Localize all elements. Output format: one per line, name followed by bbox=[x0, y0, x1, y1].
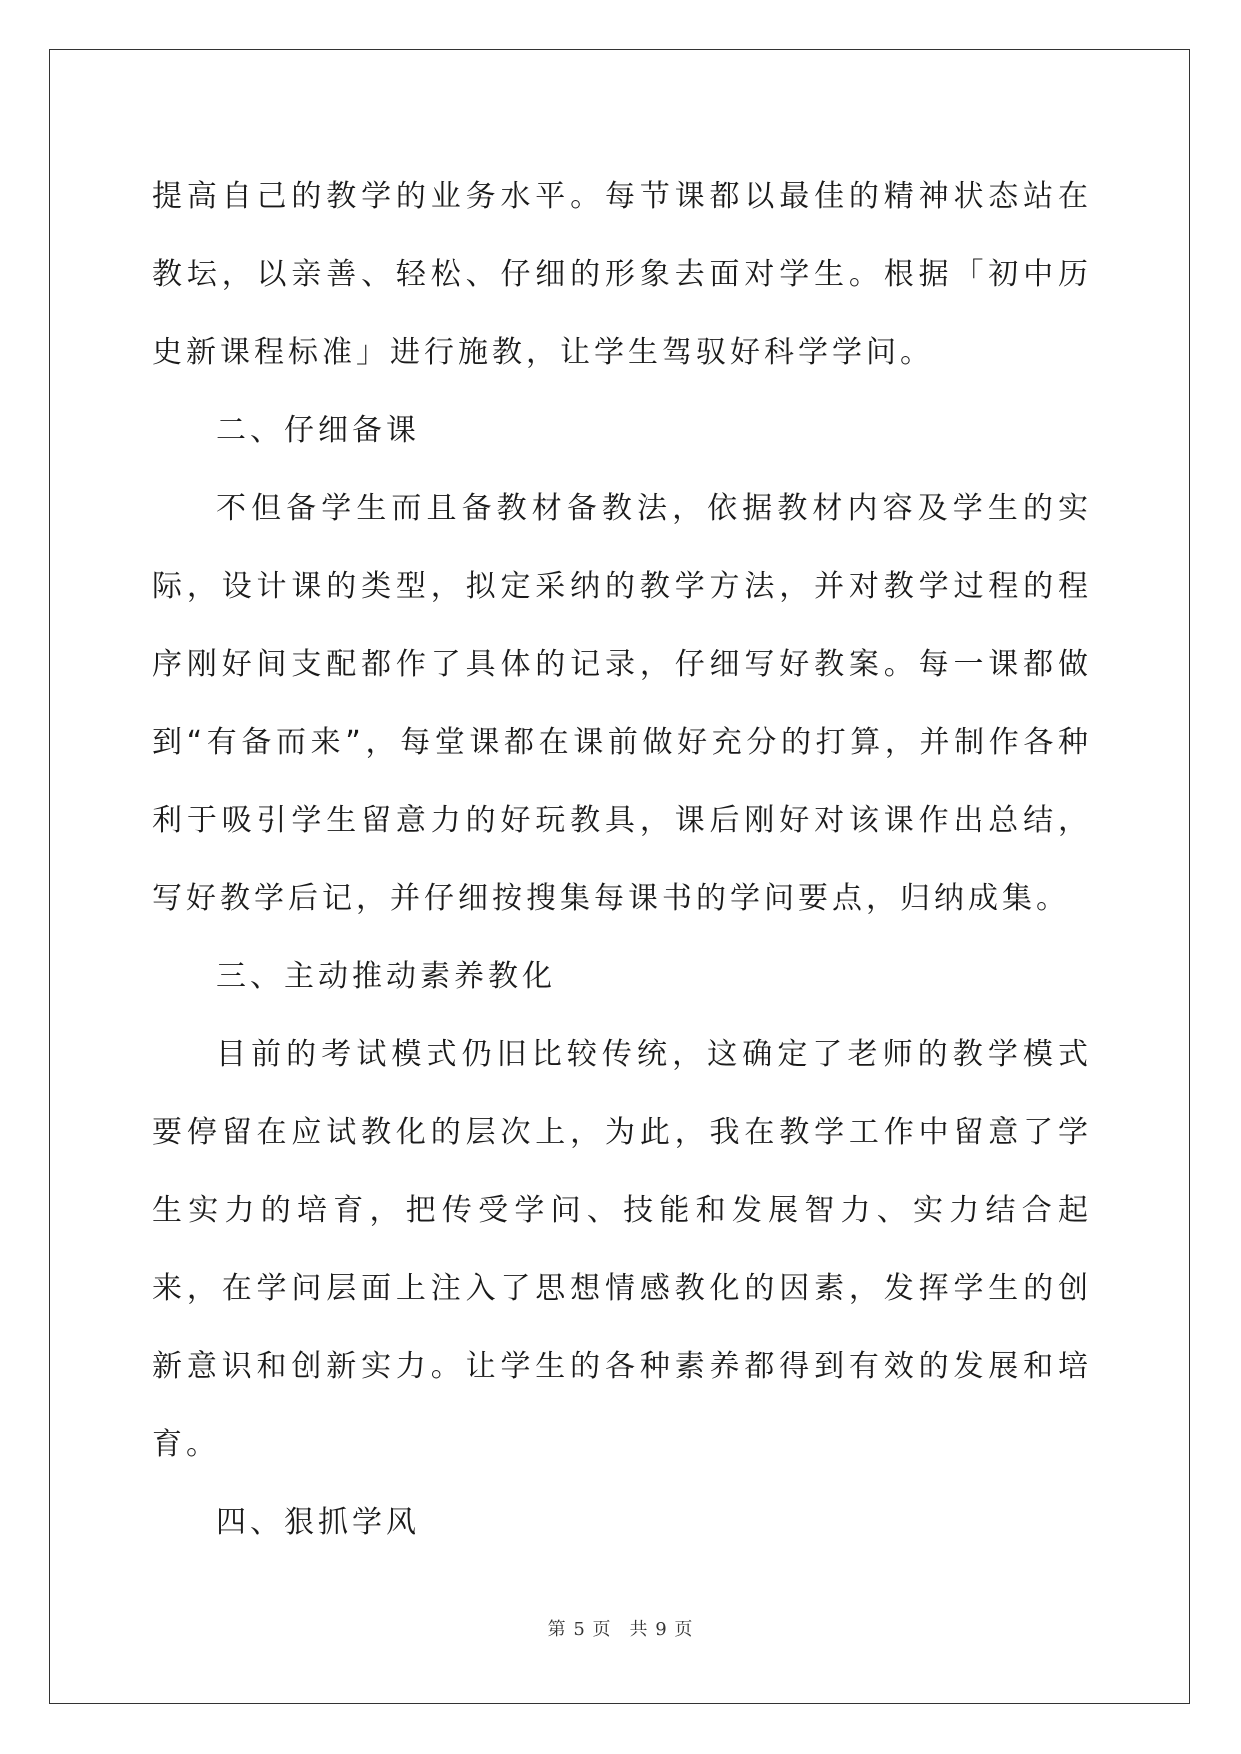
page-footer bbox=[0, 1615, 1241, 1641]
paragraph-1: 提高自己的教学的业务水平。每节课都以最佳的精神状态站在教坛，以亲善、轻松、仔细的形象去面对学生。根据「初中历史新课程标准」进行施教，让学生驾驭好科学学问。 bbox=[152, 179, 1092, 370]
section-heading-2: 二、仔细备课 bbox=[216, 413, 420, 448]
paragraph-3: 目前的考试模式仍旧比较传统，这确定了老师的教学模式要停留在应试教化的层次上，为此，我在教学工作中留意了学生实力的培育，把传受学问、技能和发展智力、实力结合起来，在学问层面上注入了思想情感教化的因素，发挥学生的创新意识和创新实力。让学生的各种素养都得到有效的发展和培育。 bbox=[152, 1037, 1092, 1462]
document-body bbox=[152, 158, 1092, 1562]
page-total: 共 9 页 bbox=[629, 1619, 694, 1640]
section-heading-3: 三、主动推动素养教化 bbox=[216, 959, 556, 994]
page-number: 第 5 页 bbox=[547, 1619, 612, 1640]
section-heading-4: 四、狠抓学风 bbox=[216, 1505, 420, 1540]
paragraph-2: 不但备学生而且备教材备教法，依据教材内容及学生的实际，设计课的类型，拟定采纳的教学方法，并对教学过程的程序刚好间支配都作了具体的记录，仔细写好教案。每一课都做到“有备而来”，每堂课都在课前做好充分的打算，并制作各种利于吸引学生留意力的好玩教具，课后刚好对该课作出总结，写好教学后记，并仔细按搜集每课书的学问要点，归纳成集。 bbox=[152, 491, 1092, 916]
